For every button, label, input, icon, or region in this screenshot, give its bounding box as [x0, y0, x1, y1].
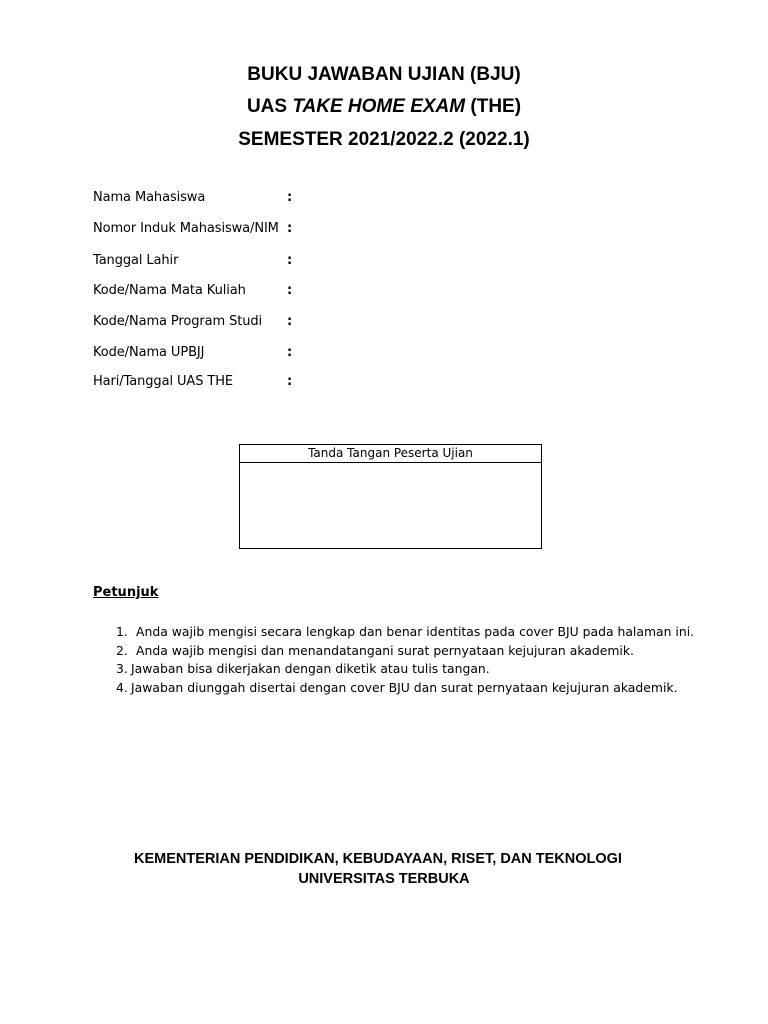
instruction-number: 1. [116, 624, 128, 639]
form-row-program-studi [93, 313, 292, 331]
instruction-item [116, 660, 490, 678]
exam-type-italic: TAKE HOME EXAM [292, 96, 466, 117]
form-row-tanggal-lahir [93, 252, 292, 270]
form-row-hari-tanggal [93, 373, 292, 391]
form-row-mata-kuliah [93, 282, 292, 300]
signature-box [239, 444, 542, 549]
field-label: Nama Mahasiswa [93, 190, 206, 205]
instruction-item [116, 623, 694, 641]
form-row-nim [93, 220, 292, 238]
instruction-text: Jawaban bisa dikerjakan dengan diketik atau tulis tangan. [131, 661, 490, 676]
field-label: Kode/Nama UPBJJ [93, 345, 205, 360]
instruction-number: 2. [116, 643, 128, 658]
instruction-item [116, 642, 634, 660]
form-row-upbjj [93, 344, 292, 362]
field-colon: : [287, 314, 293, 329]
signature-area[interactable] [240, 463, 541, 548]
field-colon: : [287, 190, 293, 205]
field-label: Nomor Induk Mahasiswa/NIM [93, 221, 279, 236]
field-label: Kode/Nama Program Studi [93, 314, 263, 329]
instruction-text: Jawaban diunggah disertai dengan cover BJU dan surat pernyataan kejujuran akademik. [131, 680, 678, 695]
exam-type-prefix: UAS [246, 96, 293, 117]
document-title [0, 63, 768, 87]
title-text: BUKU JAWABAN UJIAN (BJU) [247, 64, 521, 85]
signature-heading: Tanda Tangan Peserta Ujian [240, 445, 541, 463]
instruction-number: 3. [116, 661, 128, 676]
field-colon: : [287, 283, 293, 298]
instruction-text: Anda wajib mengisi dan menandatangani surat pernyataan kejujuran akademik. [136, 643, 634, 658]
field-colon: : [287, 345, 293, 360]
instruction-item [116, 679, 678, 697]
field-label: Kode/Nama Mata Kuliah [93, 283, 246, 298]
instruction-text: Anda wajib mengisi secara lengkap dan benar identitas pada cover BJU pada halaman ini. [136, 624, 695, 639]
exam-type-line [0, 95, 768, 119]
instruction-number: 4. [116, 680, 128, 695]
university-name: UNIVERSITAS TERBUKA [298, 871, 470, 887]
form-row-nama [93, 189, 292, 207]
field-colon: : [287, 221, 293, 236]
field-label: Tanggal Lahir [93, 253, 179, 268]
semester-line [0, 128, 768, 152]
field-label: Hari/Tanggal UAS THE [93, 374, 234, 389]
field-colon: : [287, 374, 293, 389]
field-colon: : [287, 253, 293, 268]
instructions-heading: Petunjuk [93, 585, 159, 600]
exam-type-suffix: (THE) [465, 96, 522, 117]
semester-text: SEMESTER 2021/2022.2 (2022.1) [238, 129, 530, 150]
ministry-name: KEMENTERIAN PENDIDIKAN, KEBUDAYAAN, RISET, DAN TEKNOLOGI [134, 851, 622, 867]
